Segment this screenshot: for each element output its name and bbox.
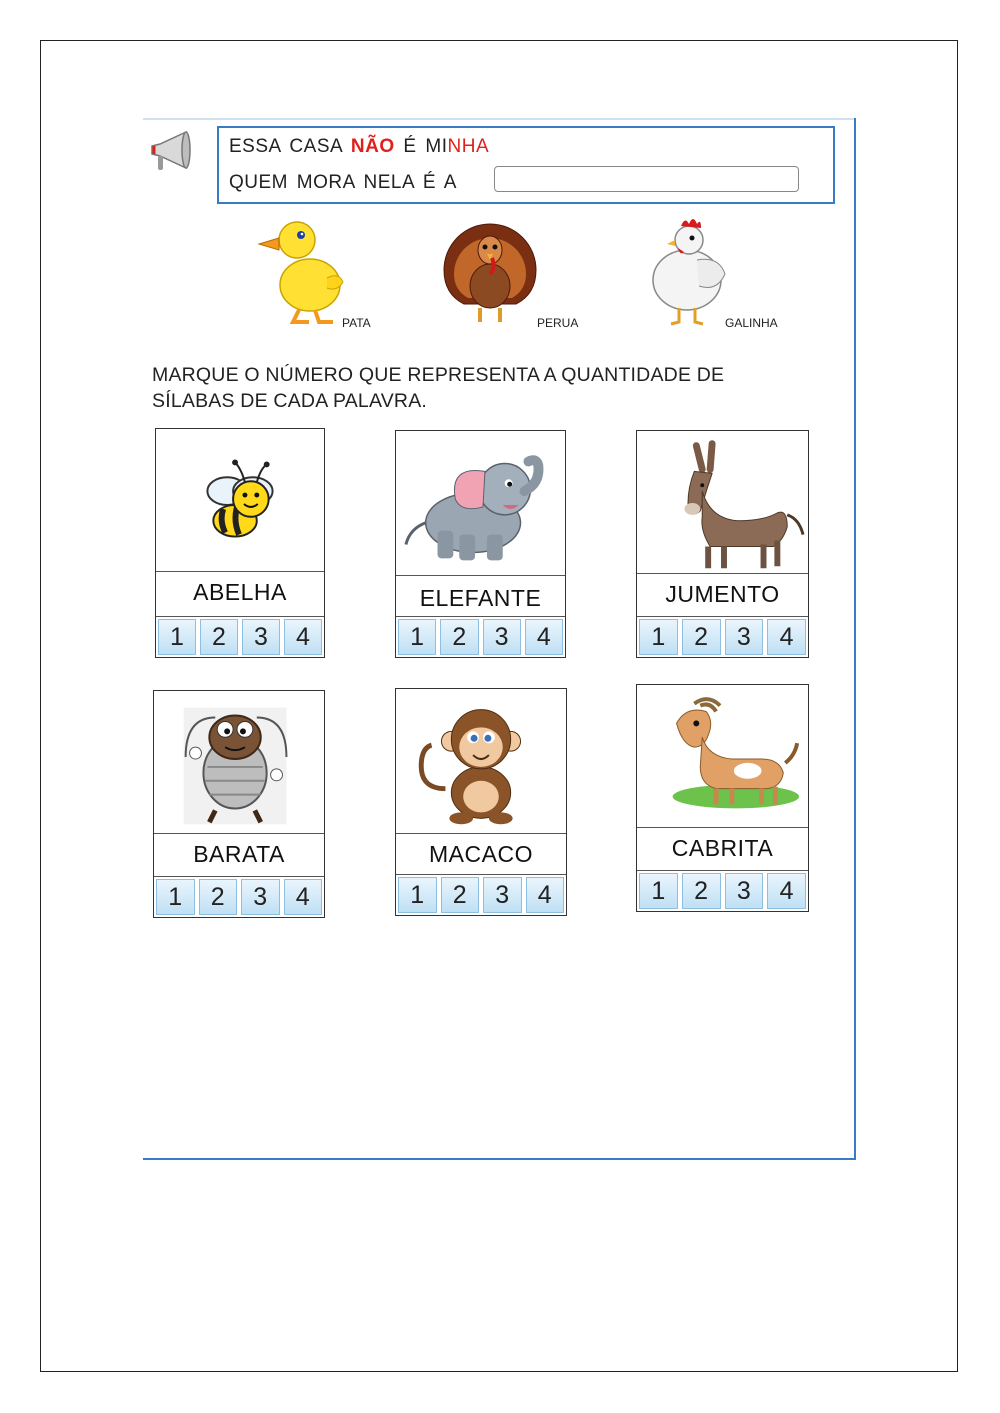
number-options bbox=[396, 874, 566, 915]
number-option-3[interactable]: 3 bbox=[242, 619, 280, 655]
bird-label-pata: PATA bbox=[342, 316, 371, 330]
number-options bbox=[637, 616, 808, 657]
number-option-2[interactable]: 2 bbox=[682, 873, 721, 909]
riddle-text-e: É bbox=[403, 136, 417, 157]
card-abelha bbox=[155, 428, 325, 658]
monkey-icon bbox=[396, 689, 566, 833]
number-option-1[interactable]: 1 bbox=[639, 873, 678, 909]
number-options bbox=[637, 870, 808, 911]
card-barata bbox=[153, 690, 325, 918]
word-label: MACACO bbox=[396, 833, 566, 878]
megaphone-icon bbox=[146, 128, 194, 176]
word-label: BARATA bbox=[154, 833, 324, 878]
number-option-4[interactable]: 4 bbox=[767, 619, 806, 655]
riddle-emphasis: NÃO bbox=[350, 136, 395, 157]
answer-input[interactable] bbox=[495, 167, 798, 191]
riddle-question: QUEM MORA NELA É A bbox=[229, 172, 457, 193]
card-jumento bbox=[636, 430, 809, 658]
number-option-2[interactable]: 2 bbox=[682, 619, 721, 655]
number-option-2[interactable]: 2 bbox=[199, 879, 238, 915]
number-options bbox=[154, 876, 324, 917]
number-option-3[interactable]: 3 bbox=[483, 877, 522, 913]
cockroach-icon bbox=[154, 691, 324, 833]
number-option-2[interactable]: 2 bbox=[441, 877, 480, 913]
instruction-line-1: MARQUE O NÚMERO QUE REPRESENTA A QUANTIDADE DE bbox=[152, 364, 725, 386]
number-option-3[interactable]: 3 bbox=[725, 873, 764, 909]
riddle-text-mi: MI bbox=[425, 136, 448, 157]
riddle-text: ESSA CASA bbox=[229, 136, 343, 157]
instruction-line-2: SÍLABAS DE CADA PALAVRA. bbox=[152, 390, 428, 412]
number-option-4[interactable]: 4 bbox=[284, 619, 322, 655]
goat-icon bbox=[637, 685, 808, 827]
card-cabrita bbox=[636, 684, 809, 912]
number-option-2[interactable]: 2 bbox=[440, 619, 478, 655]
number-option-3[interactable]: 3 bbox=[241, 879, 280, 915]
word-label: ELEFANTE bbox=[396, 575, 565, 620]
riddle-line-1 bbox=[229, 136, 489, 158]
bird-label-perua: PERUA bbox=[537, 316, 579, 330]
number-option-2[interactable]: 2 bbox=[200, 619, 238, 655]
word-label: CABRITA bbox=[637, 827, 808, 872]
instruction-text bbox=[152, 362, 792, 414]
card-elefante bbox=[395, 430, 566, 658]
number-option-4[interactable]: 4 bbox=[767, 873, 806, 909]
riddle-box bbox=[217, 126, 835, 204]
bird-label-galinha: GALINHA bbox=[725, 316, 778, 330]
word-label: JUMENTO bbox=[637, 573, 808, 618]
number-options bbox=[396, 616, 565, 657]
elephant-icon bbox=[396, 431, 565, 575]
word-label: ABELHA bbox=[156, 571, 324, 616]
number-option-1[interactable]: 1 bbox=[398, 877, 437, 913]
number-option-4[interactable]: 4 bbox=[284, 879, 323, 915]
number-option-4[interactable]: 4 bbox=[525, 619, 563, 655]
riddle-line-2 bbox=[229, 172, 457, 194]
bee-icon bbox=[156, 429, 324, 571]
number-option-1[interactable]: 1 bbox=[158, 619, 196, 655]
number-option-4[interactable]: 4 bbox=[526, 877, 565, 913]
number-options bbox=[156, 616, 324, 657]
turkey-icon bbox=[440, 210, 540, 328]
number-option-1[interactable]: 1 bbox=[156, 879, 195, 915]
riddle-text-nha: NHA bbox=[447, 136, 490, 157]
hen-icon bbox=[645, 210, 730, 328]
number-option-3[interactable]: 3 bbox=[483, 619, 521, 655]
number-option-1[interactable]: 1 bbox=[398, 619, 436, 655]
answer-field[interactable] bbox=[494, 166, 799, 192]
duck-icon bbox=[255, 210, 345, 328]
donkey-icon bbox=[637, 431, 808, 573]
number-option-3[interactable]: 3 bbox=[725, 619, 764, 655]
card-macaco bbox=[395, 688, 567, 916]
number-option-1[interactable]: 1 bbox=[639, 619, 678, 655]
